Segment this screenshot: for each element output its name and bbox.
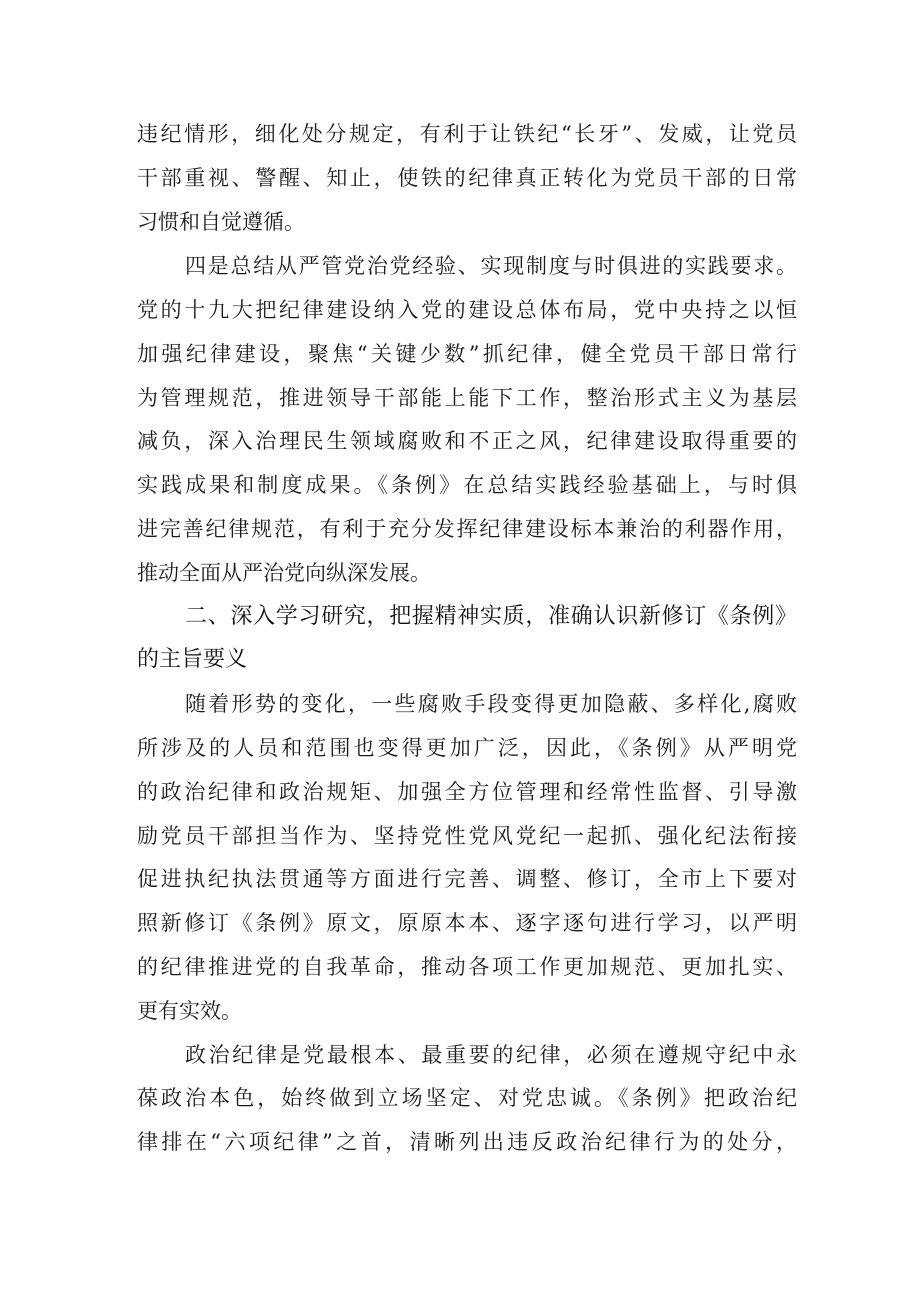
text-line: 葆政治本色，始终做到立场坚定、对党忠诚。《条例》把政治纪	[137, 1086, 797, 1110]
text-line: 为管理规范，推进领导干部能上能下工作，整治形式主义为基层	[137, 386, 797, 410]
text-line: 的纪律推进党的自我革命，推动各项工作更加规范、更加扎实、	[137, 955, 797, 979]
text-line: 推动全面从严治党向纵深发展。	[137, 561, 431, 585]
text-line: 加强纪律建设，聚焦“关键少数”抓纪律，健全党员干部日常行	[137, 342, 797, 366]
heading-line: 的主旨要义	[137, 647, 248, 672]
heading-line: 二、深入学习研究，把握精神实质，准确认识新修订《条例》	[185, 604, 797, 629]
text-line: 进完善纪律规范，有利于充分发挥纪律建设标本兼治的利器作用，	[137, 517, 797, 541]
text-line: 励党员干部担当作为、坚持党性党风党纪一起抓、强化纪法衔接	[137, 824, 797, 848]
text-line: 所涉及的人员和范围也变得更加广泛，因此，《条例》从严明党	[137, 736, 797, 760]
text-line: 的政治纪律和政治规矩、加强全方位管理和经常性监督、引导激	[137, 780, 797, 804]
text-line: 党的十九大把纪律建设纳入党的建设总体布局，党中央持之以恒	[137, 298, 797, 322]
text-line: 违纪情形，细化处分规定，有利于让铁纪“长牙”、发威，让党员	[137, 122, 797, 146]
text-line: 照新修订《条例》原文，原原本本、逐字逐句进行学习，以严明	[137, 911, 797, 935]
text-line: 随着形势的变化，一些腐败手段变得更加隐蔽、多样化,腐败	[185, 692, 797, 716]
text-line: 更有实效。	[137, 999, 242, 1023]
text-line: 促进执纪执法贯通等方面进行完善、调整、修订，全市上下要对	[137, 867, 797, 891]
text-line: 政治纪律是党最根本、最重要的纪律，必须在遵规守纪中永	[185, 1043, 797, 1067]
text-line: 习惯和自觉遵循。	[137, 210, 305, 234]
text-line: 四是总结从严管党治党经验、实现制度与时俱进的实践要求。	[185, 254, 797, 278]
text-line: 实践成果和制度成果。《条例》在总结实践经验基础上，与时俱	[137, 473, 797, 497]
text-line: 律排在“六项纪律”之首，清晰列出违反政治纪律行为的处分，	[137, 1130, 797, 1154]
text-line: 减负，深入治理民生领域腐败和不正之风，纪律建设取得重要的	[137, 429, 797, 453]
text-line: 干部重视、警醒、知止，使铁的纪律真正转化为党员干部的日常	[137, 166, 797, 190]
